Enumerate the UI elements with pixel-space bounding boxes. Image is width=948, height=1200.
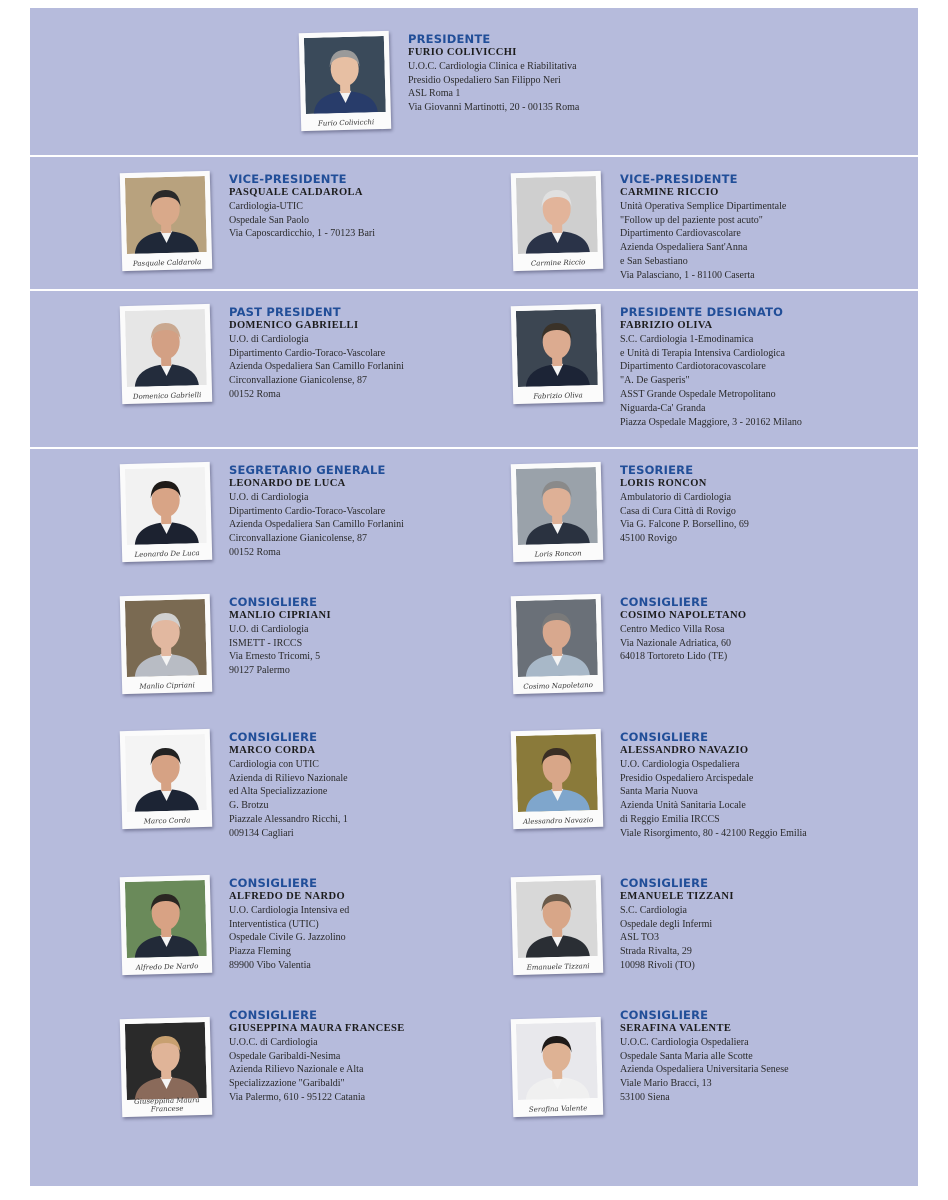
portrait-image [125,734,207,812]
member-role: VICE-PRESIDENTE [229,172,347,186]
member-name: EMANUELE TIZZANI [620,891,734,902]
member-address-line: Interventistica (UTIC) [229,918,319,930]
portrait-image [125,1022,207,1100]
member-info [620,876,865,973]
member-address-line: Dipartimento Cardio-Toraco-Vascolare [229,347,386,359]
portrait-image [125,176,207,254]
photo-caption: Alfredo De Nardo [135,962,199,972]
portrait-image [516,599,598,677]
member-info [620,1008,865,1105]
member-address-line: 00152 Roma [229,388,281,400]
member-address-line: Azienda Ospedaliera Universitaria Senese [620,1064,789,1076]
portrait-image [516,1022,598,1100]
member-info [229,463,474,560]
photo-caption: Fabrizio Oliva [533,391,583,401]
member-address-line: "A. De Gasperis" [620,375,690,387]
member-name: SERAFINA VALENTE [620,1023,732,1034]
member-info [620,305,865,429]
member-role: CONSIGLIERE [620,595,709,609]
member-address-line: "Follow up del paziente post acuto" [620,214,763,226]
member-address-line: ASL TO3 [620,932,659,944]
member-address-line: Via Caposcardicchio, 1 - 70123 Bari [229,228,376,240]
portrait-image [304,36,386,114]
member-address-line: 64018 Tortoreto Lido (TE) [620,651,728,663]
member-address-line: Piazza Fleming [229,946,291,958]
member-info [229,730,474,841]
member-photo [120,304,213,404]
member-address-line: Dipartimento Cardio-Toraco-Vascolare [229,505,386,517]
member-name: LEONARDO DE LUCA [229,478,346,489]
section-divider [30,155,918,157]
member-address-line: U.O. Cardiologia Ospedaliera [620,758,740,770]
member-address-line: Presidio Ospedaliero Arcispedale [620,772,754,784]
member-role: CONSIGLIERE [620,876,709,890]
portrait-image [125,599,207,677]
member-address-line: U.O. di Cardiologia [229,623,309,635]
member-name: MARCO CORDA [229,745,316,756]
member-address-line: Presidio Ospedaliero San Filippo Neri [408,74,561,86]
portrait-image [516,309,598,387]
member-info [229,876,474,973]
member-address-line: Unità Operativa Semplice Dipartimentale [620,200,787,212]
member-role: VICE-PRESIDENTE [620,172,738,186]
section-divider [30,289,918,291]
member-role: CONSIGLIERE [229,730,318,744]
member-address-line: ISMETT - IRCCS [229,637,303,649]
member-address-line: Dipartimento Cardiotoracovascolare [620,361,766,373]
member-address-line: Viale Mario Bracci, 13 [620,1078,712,1090]
member-address-line: Ambulatorio di Cardiologia [620,491,732,503]
photo-caption: Emanuele Tizzani [526,962,590,972]
member-address-line: U.O.C. Cardiologia Ospedaliera [620,1036,749,1048]
photo-caption: Cosimo Napoletano [523,681,593,691]
member-address-line: Strada Rivalta, 29 [620,946,692,958]
photo-caption: Pasquale Caldarola [132,258,202,268]
member-address-line: ed Alta Specializzazione [229,786,328,798]
member-address-line: Via Ernesto Tricomi, 5 [229,651,321,663]
member-role: PAST PRESIDENT [229,305,341,319]
member-address-line: Azienda Ospedaliera San Camillo Forlanini [229,519,404,531]
member-address-line: e San Sebastiano [620,255,688,267]
member-address-line: 53100 Siena [620,1091,670,1103]
member-address-line: Dipartimento Cardiovascolare [620,228,741,240]
member-address-line: U.O.C. di Cardiologia [229,1036,318,1048]
member-address-line: Azienda Ospedaliera Sant'Anna [620,242,748,254]
member-photo [120,462,213,562]
member-role: CONSIGLIERE [620,730,709,744]
member-info [229,595,474,678]
photo-caption: Loris Roncon [534,549,582,559]
member-info [620,730,865,841]
member-name: LORIS RONCON [620,478,707,489]
member-role: PRESIDENTE DESIGNATO [620,305,784,319]
member-address-line: U.O. Cardiologia Intensiva ed [229,904,350,916]
member-role: CONSIGLIERE [229,595,318,609]
member-photo [120,171,213,271]
member-role: PRESIDENTE [408,32,491,46]
member-address-line: Casa di Cura Città di Rovigo [620,505,736,517]
member-address-line: Ospedale Civile G. Jazzolino [229,932,346,944]
portrait-image [125,880,207,958]
member-role: SEGRETARIO GENERALE [229,463,386,477]
member-photo [511,875,604,975]
section-divider [30,447,918,449]
member-info [229,305,474,402]
portrait-image [516,880,598,958]
member-address-line: S.C. Cardiologia 1-Emodinamica [620,333,754,345]
member-role: TESORIERE [620,463,694,477]
member-role: CONSIGLIERE [620,1008,709,1022]
member-info [229,172,474,241]
photo-caption: Serafina Valente [528,1104,588,1114]
member-address-line: 45100 Rovigo [620,533,677,545]
photo-caption: Alessandro Navazio [522,816,594,826]
member-photo [511,729,604,829]
member-role: CONSIGLIERE [229,1008,318,1022]
member-address-line: 90127 Palermo [229,665,290,677]
portrait-image [125,467,207,545]
member-address-line: 10098 Rivoli (TO) [620,959,695,971]
member-photo [120,594,213,694]
photo-caption: Giuseppina Maura Francese [134,1096,200,1114]
member-photo [120,875,213,975]
member-address-line: Piazza Ospedale Maggiore, 3 - 20162 Milano [620,416,802,428]
member-address-line: Specializzazione "Garibaldi" [229,1078,345,1090]
member-photo [299,31,392,131]
member-address-line: Circonvallazione Gianicolense, 87 [229,533,368,545]
member-address-line: di Reggio Emilia IRCCS [620,813,720,825]
member-address-line: Santa Maria Nuova [620,786,698,798]
member-name: COSIMO NAPOLETANO [620,610,747,621]
member-address-line: 89900 Vibo Valentia [229,959,311,971]
photo-caption: Furio Colivicchi [317,118,375,128]
member-address-line: Azienda Rilievo Nazionale e Alta [229,1064,364,1076]
member-address-line: ASL Roma 1 [408,88,461,100]
member-address-line: Ospedale degli Infermi [620,918,713,930]
member-address-line: e Unità di Terapia Intensiva Cardiologica [620,347,785,359]
photo-caption: Carmine Riccio [530,258,586,268]
portrait-image [516,734,598,812]
member-address-line: ASST Grande Ospedale Metropolitano [620,388,776,400]
member-address-line: Centro Medico Villa Rosa [620,623,725,635]
member-address-line: 00152 Roma [229,546,281,558]
member-info [620,172,865,283]
member-name: MANLIO CIPRIANI [229,610,331,621]
member-address-line: Ospedale Santa Maria alle Scotte [620,1050,753,1062]
member-address-line: Via G. Falcone P. Borsellino, 69 [620,519,749,531]
member-name: PASQUALE CALDAROLA [229,187,363,198]
photo-caption: Domenico Gabrielli [132,391,202,401]
member-photo [511,304,604,404]
member-name: FURIO COLIVICCHI [408,47,517,58]
member-address-line: G. Brotzu [229,800,269,812]
member-info [229,1008,474,1105]
portrait-image [125,309,207,387]
photo-caption: Marco Corda [143,816,191,826]
member-name: DOMENICO GABRIELLI [229,320,359,331]
member-address-line: Viale Risorgimento, 80 - 42100 Reggio Emilia [620,827,807,839]
member-address-line: Via Palasciano, 1 - 81100 Caserta [620,269,755,281]
member-address-line: Via Giovanni Martinotti, 20 - 00135 Roma [408,102,580,114]
member-address-line: Circonvallazione Gianicolense, 87 [229,375,368,387]
member-name: CARMINE RICCIO [620,187,719,198]
member-address-line: Via Palermo, 610 - 95122 Catania [229,1091,366,1103]
portrait-image [516,467,598,545]
member-address-line: Niguarda-Ca' Granda [620,402,706,414]
member-photo [511,462,604,562]
member-address-line: Azienda Unità Sanitaria Locale [620,800,746,812]
member-address-line: U.O.C. Cardiologia Clinica e Riabilitativa [408,60,577,72]
portrait-image [516,176,598,254]
member-photo [511,1017,604,1117]
member-address-line: Cardiologia con UTIC [229,758,319,770]
member-address-line: Piazzale Alessandro Ricchi, 1 [229,813,348,825]
photo-caption: Leonardo De Luca [134,549,200,559]
member-address-line: U.O. di Cardiologia [229,491,309,503]
member-photo [120,1017,213,1117]
member-info [620,595,865,664]
photo-caption: Manlio Cipriani [139,681,195,691]
member-address-line: 009134 Cagliari [229,827,294,839]
member-name: FABRIZIO OLIVA [620,320,713,331]
member-address-line: Ospedale San Paolo [229,214,309,226]
member-address-line: Cardiologia-UTIC [229,200,303,212]
member-address-line: Via Nazionale Adriatica, 60 [620,637,732,649]
member-role: CONSIGLIERE [229,876,318,890]
member-info [408,32,653,115]
member-name: GIUSEPPINA MAURA FRANCESE [229,1023,405,1034]
member-address-line: Azienda Ospedaliera San Camillo Forlanini [229,361,404,373]
member-photo [511,594,604,694]
member-address-line: S.C. Cardiologia [620,904,687,916]
member-name: ALESSANDRO NAVAZIO [620,745,749,756]
member-photo [120,729,213,829]
member-name: ALFREDO DE NARDO [229,891,346,902]
member-photo [511,171,604,271]
member-address-line: Azienda di Rilievo Nazionale [229,772,348,784]
member-address-line: U.O. di Cardiologia [229,333,309,345]
member-info [620,463,865,546]
member-address-line: Ospedale Garibaldi-Nesima [229,1050,341,1062]
